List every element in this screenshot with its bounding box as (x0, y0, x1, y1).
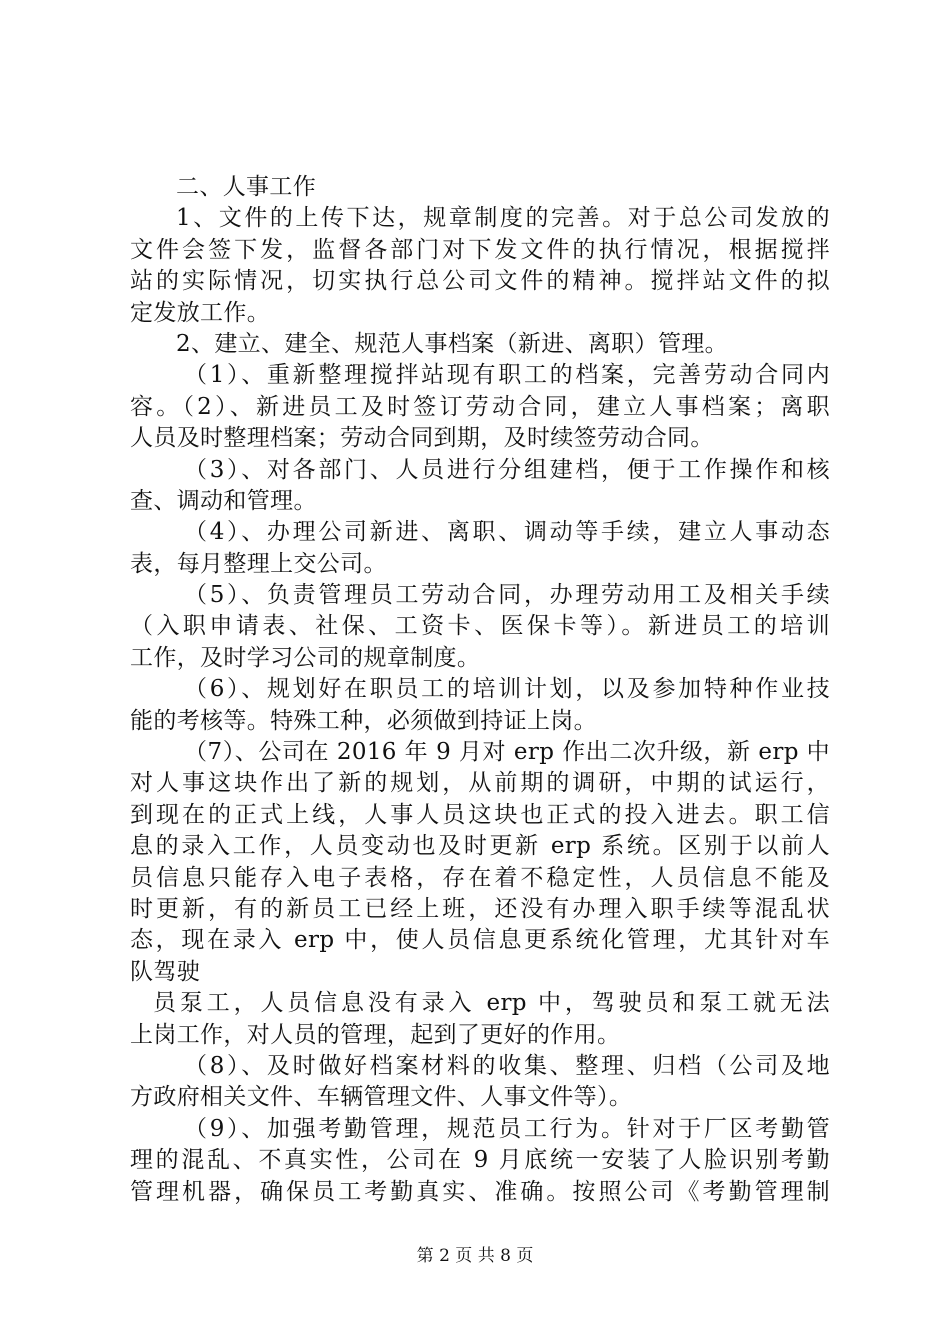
text-line: 定发放工作。 (130, 299, 271, 326)
text-line: （5）、负责管理员工劳动合同，办理劳动用工及相关手续 (184, 582, 830, 609)
text-line: 站的实际情况，切实执行总公司文件的精神。搅拌站文件的拟 (130, 268, 830, 295)
text-line: 查、调动和管理。 (130, 487, 317, 514)
text-line: 能的考核等。特殊工种，必须做到持证上岗。 (130, 707, 597, 734)
text-line: 对人事这块作出了新的规划，从前期的调研，中期的试运行， (130, 770, 830, 797)
text-line: （4）、办理公司新进、离职、调动等手续，建立人事动态 (184, 519, 830, 546)
text-line: 方政府相关文件、车辆管理文件、人事文件等）。 (130, 1084, 633, 1111)
text-line: 队驾驶 (130, 958, 201, 985)
document-body (130, 172, 830, 1208)
text-line: （入职申请表、社保、工资卡、医保卡等）。新进员工的培训 (130, 613, 830, 640)
text-line: 态，现在录入 erp 中，使人员信息更系统化管理，尤其针对车 (130, 927, 830, 954)
text-line: 二、人事工作 (176, 174, 317, 200)
text-line: 管理机器，确保员工考勤真实、准确。按照公司《考勤管理制 (130, 1178, 830, 1205)
text-line: 时更新，有的新员工已经上班，还没有办理入职手续等混乱状 (130, 895, 830, 922)
text-line: 到现在的正式上线，人事人员这块也正式的投入进去。职工信 (130, 801, 830, 828)
text-line: 员信息只能存入电子表格，存在着不稳定性，人员信息不能及 (130, 864, 830, 891)
text-line: 2、建立、建全、规范人事档案（新进、离职）管理。 (176, 330, 729, 357)
text-line: 表，每月整理上交公司。 (130, 550, 387, 577)
text-line: （1）、重新整理搅拌站现有职工的档案，完善劳动合同内 (184, 362, 830, 389)
text-line: 理的混乱、不真实性，公司在 9 月底统一安装了人脸识别考勤 (130, 1147, 830, 1174)
text-line: 人员及时整理档案；劳动合同到期，及时续签劳动合同。 (130, 425, 714, 452)
page-footer: 第 2 页 共 8 页 (416, 1246, 534, 1266)
text-line: 工作，及时学习公司的规章制度。 (130, 644, 481, 671)
text-line: （7）、公司在 2016 年 9 月对 erp 作出二次升级，新 erp 中 (184, 739, 830, 766)
text-line: 息的录入工作，人员变动也及时更新 erp 系统。区别于以前人 (130, 833, 830, 860)
text-line: 1、文件的上传下达，规章制度的完善。对于总公司发放的 (176, 205, 830, 232)
text-line: 文件会签下发，监督各部门对下发文件的执行情况，根据搅拌 (130, 236, 830, 263)
text-line: （9）、加强考勤管理，规范员工行为。针对于厂区考勤管 (184, 1115, 830, 1142)
text-line: （8）、及时做好档案材料的收集、整理、归档（公司及地 (184, 1052, 830, 1079)
text-line: （6）、规划好在职员工的培训计划，以及参加特种作业技 (184, 676, 830, 703)
text-line: （3）、对各部门、人员进行分组建档，便于工作操作和核 (184, 456, 830, 483)
text-line: 上岗工作，对人员的管理，起到了更好的作用。 (130, 1021, 621, 1048)
text-line: 容。（2）、新进员工及时签订劳动合同，建立人事档案；离职 (130, 393, 830, 420)
text-line: 员泵工，人员信息没有录入 erp 中，驾驶员和泵工就无法 (153, 990, 830, 1017)
